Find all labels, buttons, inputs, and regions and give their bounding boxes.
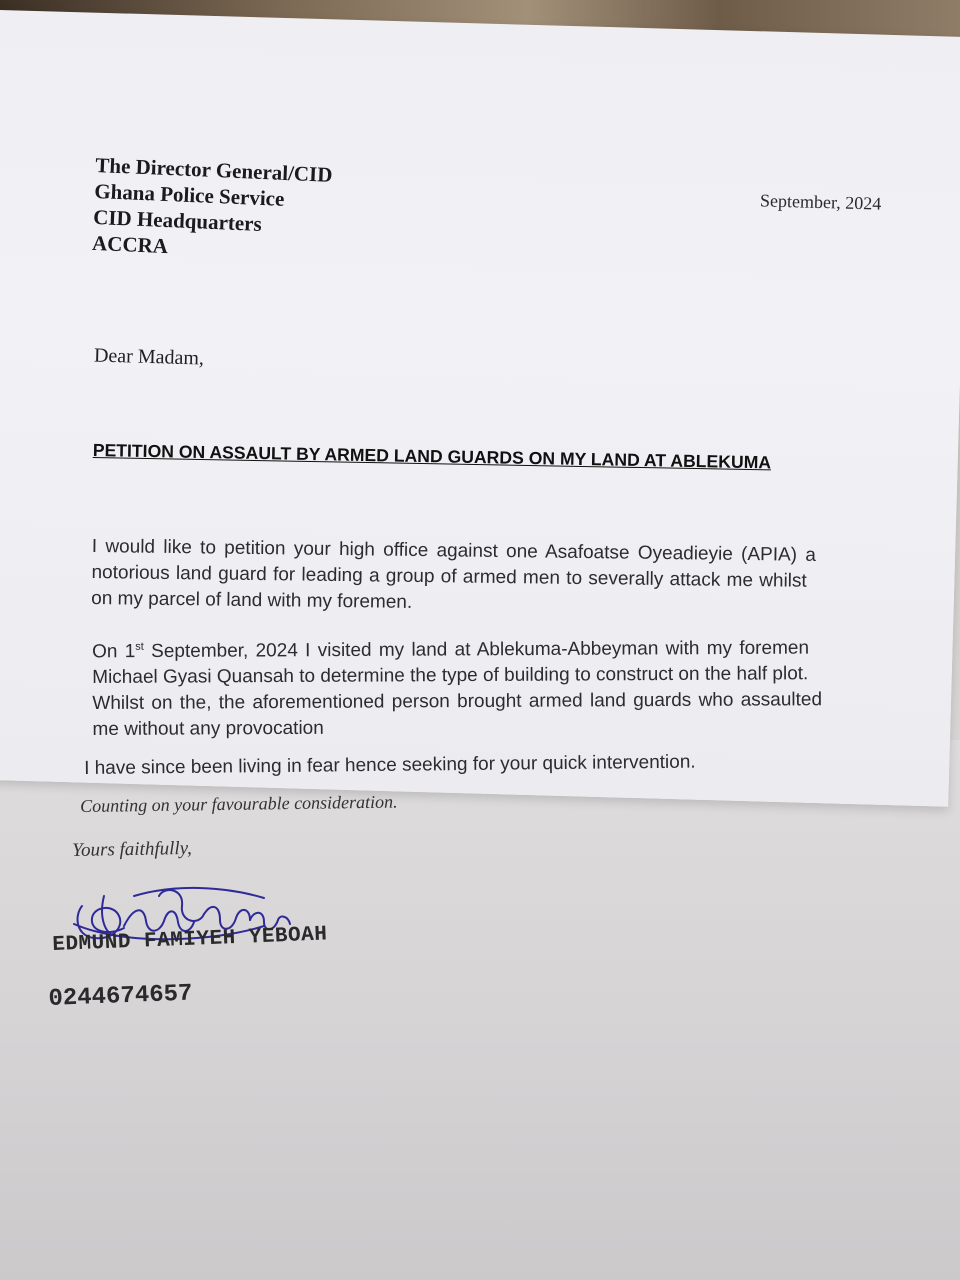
paragraph-1 xyxy=(91,534,816,621)
recipient-address xyxy=(92,152,333,266)
paper-lower-sheet xyxy=(0,740,960,1280)
address-line: The Director General/CID xyxy=(94,152,333,187)
date-rest: September, 2024 I visited my land at Ablekuma-Abbeyman with my foremen xyxy=(143,637,810,663)
paragraph-line: notorious land guard for leading a group of armed men to severally attack me whilst xyxy=(91,561,807,592)
address-line: Ghana Police Service xyxy=(93,178,285,211)
signer-phone: 0244674657 xyxy=(48,980,193,1013)
paragraph-line: I would like to petition your high office against one Asafoatse Oyeadieyie (APIA) a xyxy=(91,535,817,566)
address-line: ACCRA xyxy=(91,230,169,259)
signer-name: EDMUND FAMIYEH YEBOAH xyxy=(52,923,328,957)
paragraph-line: Michael Gyasi Quansah to determine the type of building to construct on the half plot. xyxy=(92,663,809,689)
paragraph-line: on my parcel of land with my foremen. xyxy=(91,587,413,613)
date-prefix: On 1 xyxy=(92,641,136,663)
address-line: CID Headquarters xyxy=(92,204,263,236)
paragraph-line: me without any provocation xyxy=(92,718,324,741)
letter-subject: PETITION ON ASSAULT BY ARMED LAND GUARDS ON MY LAND AT ABLEKUMA xyxy=(92,440,772,473)
closing-line: Counting on your favourable consideration. xyxy=(80,791,398,816)
paragraph-3: I have since been living in fear hence seeking for your quick intervention. xyxy=(84,751,696,779)
letter-date: September, 2024 xyxy=(759,190,882,214)
paragraph-line: Whilst on the, the aforementioned person brought armed land guards who assaulted xyxy=(92,689,823,715)
ordinal-suffix: st xyxy=(135,640,144,653)
paragraph-2 xyxy=(92,630,822,743)
salutation: Dear Madam, xyxy=(93,344,205,370)
valediction: Yours faithfully, xyxy=(72,837,193,861)
paragraph-line xyxy=(92,630,822,665)
